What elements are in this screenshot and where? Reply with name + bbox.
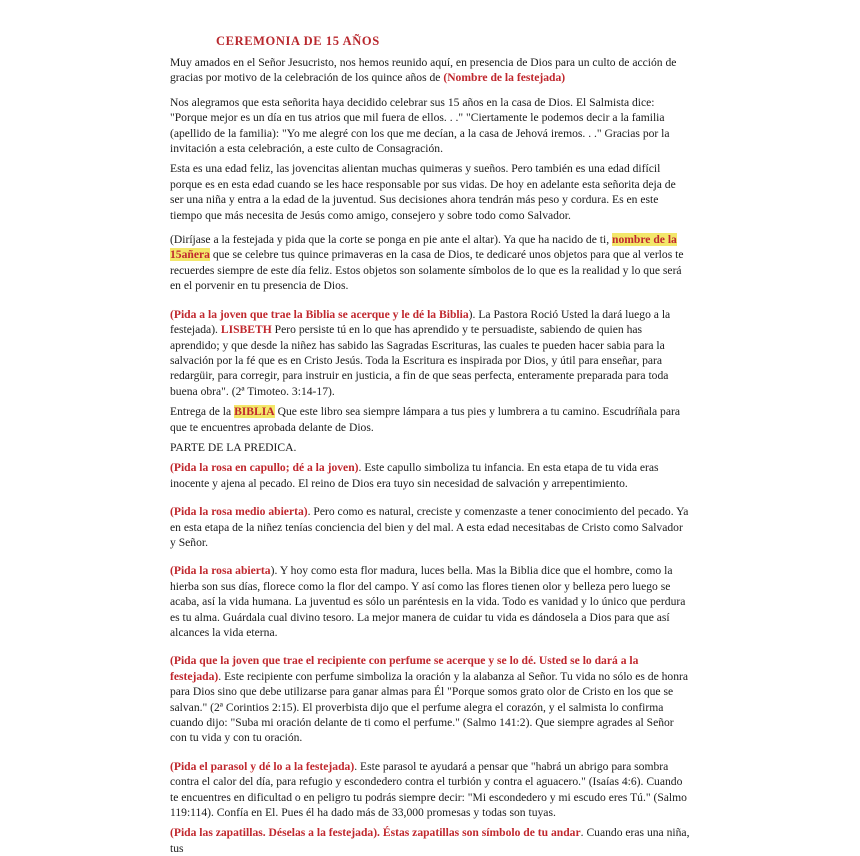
text-run: PARTE DE LA PREDICA. — [170, 440, 297, 454]
paragraph-edad-feliz — [170, 161, 690, 223]
text-run: Muy amados en el Señor Jesucristo, nos hemos reunido aquí, en presencia de Dios para un culto de acción de gracias por motivo de la celebración de los quince años de — [170, 56, 677, 85]
text-run: Entrega de la — [170, 405, 235, 419]
text-run: Pero persiste tú en lo que has aprendido y te persuadiste, sabiendo de quien has aprendido; y que desde la niñez has sabido las Sagradas Escrituras, las cuales te pueden hacer sabia para la salvación por la fé que es en Cristo Jesús. Toda la Escritura es inspirada por Dios, y útil para enseñar, para redargüir, para corregir, para instruir en justicia, a fin de que seas perfecta, enteramente preparada para toda buena obra". (2ª Timoteo. 3:14-17). — [170, 323, 669, 398]
paragraph-dirijase — [170, 232, 690, 294]
text-run: . Cuando eras una niña, tus — [170, 826, 690, 855]
text-run: (Pida el parasol y dé lo a la festejada) — [170, 759, 355, 773]
text-run: BIBLIA — [234, 405, 275, 419]
text-run: . Este capullo simboliza tu infancia. En esta etapa de tu vida eras inocente y ajena al pecado. El reino de Dios era tuyo sin necesidad de salvación y arrepentimiento. — [170, 461, 659, 490]
text-run: (Pida la rosa en capullo; dé a la joven) — [170, 461, 359, 475]
paragraph-intro — [170, 55, 690, 86]
paragraph-spacer — [170, 491, 690, 504]
text-run: (Pida la rosa medio abierta) — [170, 505, 308, 519]
paragraph-entrega-biblia — [170, 404, 690, 435]
text-run: (Nombre de la festejada) — [443, 71, 566, 85]
paragraph-parte-predica — [170, 440, 690, 455]
paragraph-zapatillas — [170, 825, 690, 856]
paragraph-spacer — [170, 640, 690, 653]
paragraph-parasol — [170, 759, 690, 821]
text-run: . Este recipiente con perfume simboliza la oración y la alabanza al Señor. Tu vida no sólo es de honra para Dios sino que debe utilizarse para ganar almas para Él "Porque somos grato olor de Cristo en los que se salvan." (2ª Corintios 2:15). El proverbista dijo que el perfume alegra el corazón, y el salmista lo confirma cuando dijo: "Suba mi oración delante de ti como el perfume." (Salmo 141:2). Que siempre agrades al Señor con tu vida y con tu oración. — [170, 669, 689, 745]
paragraph-spacer — [170, 86, 690, 95]
paragraph-perfume — [170, 653, 690, 745]
document-body — [170, 55, 690, 856]
page-title: CEREMONIA DE 15 AÑOS — [216, 34, 380, 48]
paragraph-spacer — [170, 550, 690, 563]
paragraph-biblia-pida — [170, 307, 690, 399]
text-run: (Pida la rosa abierta — [170, 564, 271, 578]
text-run: . Pero como es natural, creciste y comenzaste a tener conocimiento del pecado. Ya en esta etapa de la niñez tenías conciencia del bien y del mal. A esta edad necesitabas de Cristo como Salvador y Señor. — [170, 505, 689, 549]
paragraph-rosa-capullo — [170, 460, 690, 491]
text-run: . Este parasol te ayudará a pensar que "habrá un abrigo para sombra contra el calor del día, para refugio y escondedero contra el turbión y contra el aguacero." (Isaías 4:6). Cuando te encuentres en dificultad o en peligro tu podrás siempre decir: "Mi escondedero y mi escudo eres Tú." (Salmo 119:114). Confía en El. Pues él ha dado más de 33,000 promesas y todas son tuyas. — [170, 759, 687, 820]
paragraph-spacer — [170, 294, 690, 307]
paragraph-rosa-abierta — [170, 563, 690, 640]
text-run: (Pida que la joven que trae el recipiente con perfume se acerque y se lo dé. Usted se lo dará a la festejada) — [170, 654, 639, 683]
text-run: Que este libro sea siempre lámpara a tus pies y lumbrera a tu camino. Escudríñala para que te encuentres aprobada delante de Dios. — [170, 405, 680, 434]
text-run: (Pida las zapatillas. Déselas a la festejada). Éstas zapatillas son símbolo de tu andar — [170, 826, 581, 840]
text-run: LISBETH — [220, 323, 272, 337]
text-run: Esta es una edad feliz, las jovencitas alientan muchas quimeras y sueños. Pero también es una edad difícil porque es en esta edad cuando se les hace responsable por sus vidas. De hoy en adelante esta señorita deja de ser una niña y entra a la edad de la juventud. Sus decisiones ahora tendrán más peso y cordura. Es en este tiempo que más necesita de Jesús como amigo, consejero y sobre todo como Salvador. — [170, 162, 676, 222]
text-run: Nos alegramos que esta señorita haya decidido celebrar sus 15 años en la casa de Dios. El Salmista dice: "Porque mejor es un día en tus atrios que mil fuera de ellos. . ." "Ciertamente le podemos decir a la familia (apellido de la familia): "Yo me alegré con los que me decían, a la casa de Jehová iremos. . ." Gracias por la invitación a esta celebración, a este culto de Consagración. — [170, 95, 670, 156]
text-run: ). Y hoy como esta flor madura, luces bella. Mas la Biblia dice que el hombre, como la hierba son sus días, florece como la flor del campo. Y así como las flores tienen olor y belleza pero luego se acaba, así la vida humana. La juventud es sólo un paréntesis en la vida. Todo es vanidad y lo único que perdura es tu alma. Guárdala cual divino tesoro. La mejor manera de cuidar tu vida es dándosela a Dios para que así alcances la vida eterna. — [170, 564, 686, 639]
text-run: (Diríjase a la festejada y pida que la corte se ponga en pie ante el altar). Ya que ha nacido de ti, — [170, 233, 612, 247]
paragraph-rosa-medio-abierta — [170, 504, 690, 550]
paragraph-spacer — [170, 746, 690, 759]
text-run: ). La Pastora Roció Usted la dará luego a la festejada). — [170, 307, 671, 337]
paragraph-salmista — [170, 95, 690, 157]
text-run: (Pida a la joven que trae la Biblia se acerque y le dé la Biblia — [170, 307, 469, 321]
paragraph-spacer — [170, 223, 690, 232]
text-run: nombre de la 15añera — [170, 233, 677, 262]
text-run: que se celebre tus quince primaveras en la casa de Dios, te dedicaré unos objetos para que al verlos te recuerdes siempre de este día feliz. Estos objetos son solamente símbolos de lo que es la realidad y lo que será en el porvenir en tu presencia de Dios. — [170, 248, 684, 293]
